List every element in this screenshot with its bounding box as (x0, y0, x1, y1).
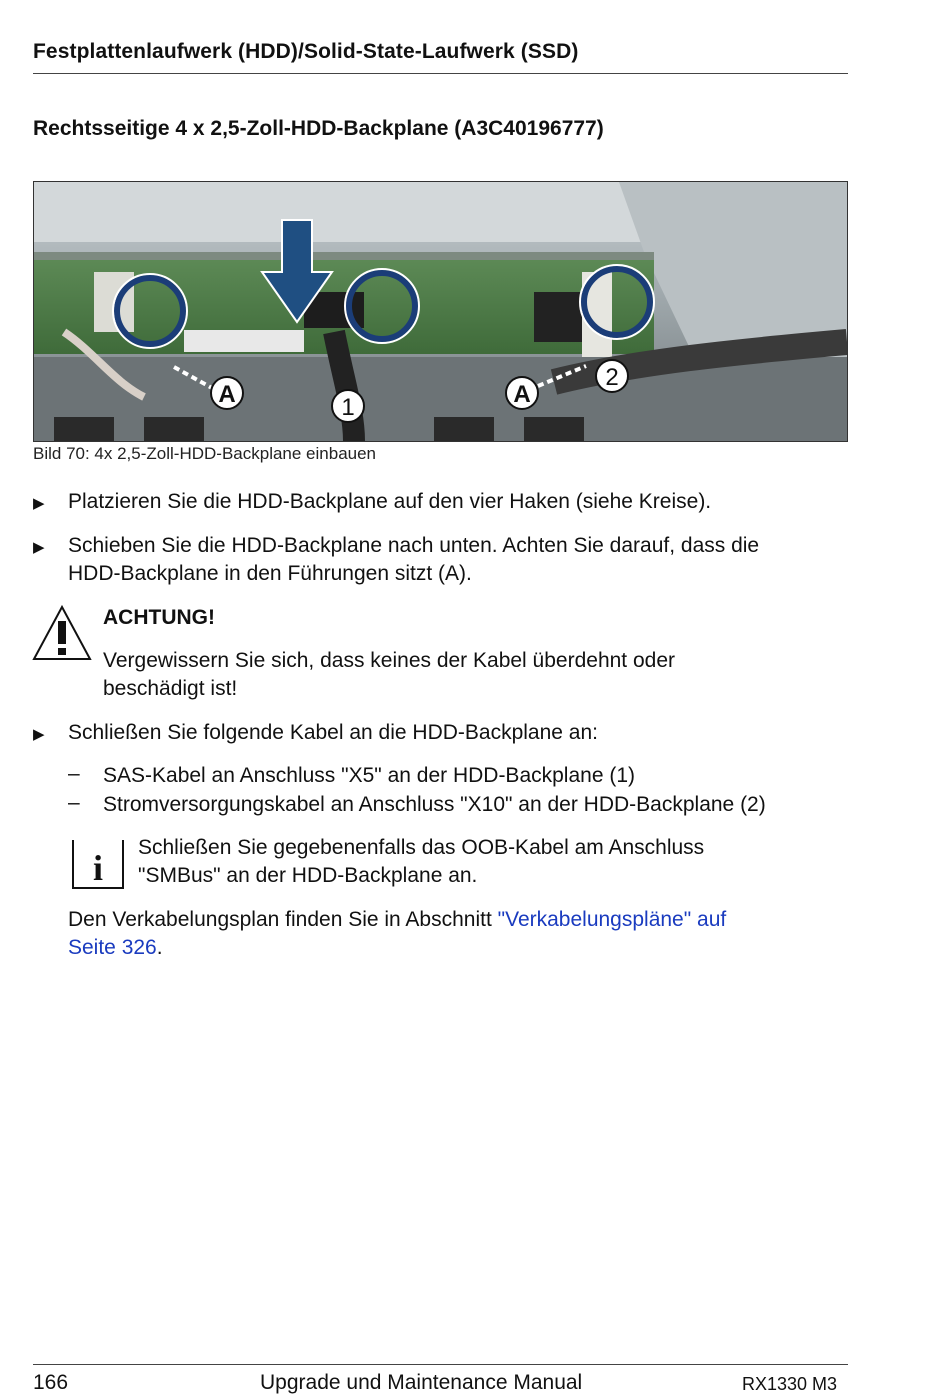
figure-caption: Bild 70: 4x 2,5-Zoll-HDD-Backplane einbauen (33, 444, 377, 463)
step-2-line-1: Schieben Sie die HDD-Backplane nach unten. Achten Sie darauf, dass die (68, 534, 760, 557)
step-bullet-icon: ▶ (33, 539, 45, 556)
running-header: Festplattenlaufwerk (HDD)/Solid-State-Laufwerk (SSD) (33, 40, 579, 63)
step-bullet-icon: ▶ (33, 726, 45, 743)
callout-2 (596, 360, 628, 392)
callout-a-left (211, 377, 243, 409)
reference-suffix: . (156, 936, 163, 959)
svg-text:A: A (513, 381, 531, 408)
callout-a-right (506, 377, 538, 409)
caution-title: ACHTUNG! (103, 606, 215, 629)
svg-text:2: 2 (605, 364, 619, 391)
dash-marker: – (68, 762, 80, 785)
reference-prefix: Den Verkabelungsplan finden Sie in Abschnitt (68, 908, 498, 931)
svg-text:i: i (92, 848, 104, 888)
page-number: 166 (33, 1371, 69, 1394)
reference-line-2 (68, 934, 163, 962)
step-bullet-icon: ▶ (33, 495, 45, 512)
substep-2: Stromversorgungskabel an Anschluss "X10" an der HDD-Backplane (2) (103, 793, 766, 816)
info-line-1: Schließen Sie gegebenenfalls das OOB-Kabel am Anschluss (138, 836, 705, 859)
footer-title: Upgrade und Maintenance Manual (260, 1371, 583, 1394)
header-rule (33, 73, 848, 74)
info-icon (71, 838, 125, 890)
callout-1 (332, 390, 364, 422)
section-title: Rechtsseitige 4 x 2,5-Zoll-HDD-Backplane (A3C40196777) (33, 117, 604, 140)
backplane-photo (34, 182, 847, 441)
substep-1: SAS-Kabel an Anschluss "X5" an der HDD-Backplane (1) (103, 764, 636, 787)
svg-text:1: 1 (341, 394, 355, 421)
pcb-edge (34, 252, 654, 260)
caution-line-2: beschädigt ist! (103, 677, 238, 700)
reference-link[interactable]: "Verkabelungspläne" auf (497, 908, 727, 931)
step-2-line-2: HDD-Backplane in den Führungen sitzt (A). (68, 562, 472, 585)
warning-triangle-icon (31, 604, 93, 662)
chip-right (534, 292, 582, 342)
footer-model: RX1330 M3 (742, 1374, 838, 1394)
svg-text:A: A (218, 381, 236, 408)
backplane-figure (33, 181, 848, 442)
reference-line-1 (68, 906, 726, 934)
footer-rule (33, 1364, 848, 1365)
step-3: Schließen Sie folgende Kabel an die HDD-Backplane an: (68, 721, 598, 744)
chassis-top (34, 182, 654, 242)
step-1: Platzieren Sie die HDD-Backplane auf den vier Haken (siehe Kreise). (68, 490, 712, 513)
dash-marker: – (68, 791, 80, 814)
pcb-label (184, 330, 304, 352)
reference-link-page[interactable]: Seite 326 (68, 936, 157, 959)
info-line-2: "SMBus" an der HDD-Backplane an. (138, 864, 478, 887)
caution-line-1: Vergewissern Sie sich, dass keines der Kabel überdehnt oder (103, 649, 676, 672)
